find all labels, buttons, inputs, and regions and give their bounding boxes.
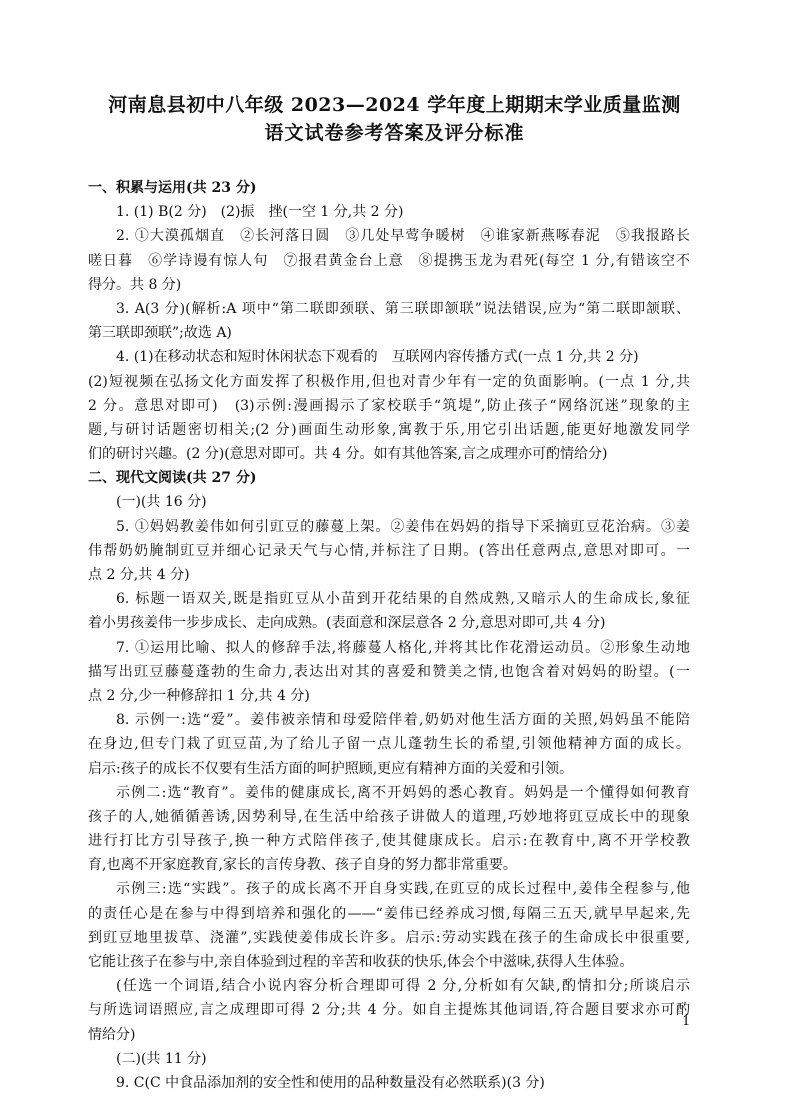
text-line: 的责任心是在参与中得到培养和强化的——“姜伟已经养成习惯,每隔三五天,就早早起来,先 <box>88 905 690 922</box>
text-line: 描写出豇豆藤蔓蓬勃的生命力,表达出对其的喜爱和赞美之情,也饱含着对妈妈的盼望。(一 <box>88 663 690 680</box>
text-line: 点 2 分,共 4 分) <box>88 567 190 583</box>
text-line: 4. (1)在移动状态和短时休闲状态下观看的 互联网内容传播方式(一点 1 分,共 2 分) <box>116 349 639 366</box>
document-subtitle: 语文试卷参考答案及评分标准 <box>264 122 525 144</box>
text-line: 3. A(3 分)(解析:A 项中“第二联即颈联、第三联即颔联”说法错误,应为“第二联即颔联、 <box>116 300 690 317</box>
text-line: 5. ①妈妈教姜伟如何引豇豆的藤蔓上架。②姜伟在妈妈的指导下采摘豇豆花治病。③姜 <box>116 518 690 535</box>
text-line: (二)(共 11 分) <box>116 1050 207 1067</box>
text-line: 与所选词语照应,言之成理即可得 2 分;共 4 分。如自主提炼其他词语,符合题目要求亦可酌 <box>88 1002 690 1019</box>
text-line: 6. 标题一语双关,既是指豇豆从小苗到开花结果的自然成熟,又暗示人的生命成长,象征 <box>116 591 690 608</box>
text-line: 到豇豆地里拔草、浇灌”,实践使姜伟成长许多。启示:劳动实践在孩子的生命成长中很重要, <box>88 929 690 946</box>
text-line: 7. ①运用比喻、拟人的修辞手法,将藤蔓人格化,并将其比作花滑运动员。②形象生动地 <box>116 639 690 656</box>
text-line: 进行打比方引导孩子,换一种方式陪伴孩子,使其健康成长。启示:在教育中,离不开学校教 <box>88 833 690 850</box>
text-line: 第三联即颈联”;故选 A) <box>88 325 232 342</box>
text-line: 伟帮奶奶腌制豇豆并细心记录天气与心情,并标注了日期。(答出任意两点,意思对即可。一 <box>88 542 690 559</box>
text-line: 点 2 分,少一种修辞扣 1 分,共 4 分) <box>88 687 310 704</box>
text-line: 2 分。意思对即可) (3)示例:漫画揭示了家校联手“筑堤”,防止孩子“网络沉迷”现象的主 <box>88 397 690 414</box>
text-line: (一)(共 16 分) <box>116 494 207 511</box>
text-line: 得分。共 8 分) <box>88 276 182 293</box>
text-line: 嗟日暮 ⑥学诗谩有惊人句 ⑦报君黄金台上意 ⑧提携玉龙为君死(每空 1 分,有错该空不 <box>88 252 690 269</box>
text-line: 们的研讨兴趣。(2 分)(意思对即可。共 4 分。如有其他答案,言之成理亦可酌情给分) <box>88 446 608 463</box>
text-line: 示例三:选“实践”。孩子的成长离不开自身实践,在豇豆的成长过程中,姜伟全程参与,他 <box>116 881 690 898</box>
page-number: 1 <box>682 1014 691 1029</box>
section-heading: 二、现代文阅读(共 27 分) <box>88 470 257 487</box>
text-line: 着小男孩姜伟一步步成长、走向成熟。(表面意和深层意各 2 分,意思对即可,共 4 分) <box>88 615 606 632</box>
text-line: 它能让孩子在参与中,亲自体验到过程的辛苦和收获的快乐,体会个中滋味,获得人生体验。 <box>88 954 634 970</box>
text-line: 1. (1) B(2 分) (2)振 挫(一空 1 分,共 2 分) <box>116 204 404 221</box>
text-line: 情给分) <box>88 1026 136 1043</box>
text-line: 题,与研讨话题密切相关;(2 分)画面生动形象,寓教于乐,用它引出话题,能更好地激发同学 <box>88 421 690 438</box>
section-heading: 一、积累与运用(共 23 分) <box>88 180 257 196</box>
text-line: 9. C(C 中食品添加剂的安全性和使用的品种数量没有必然联系)(3 分) <box>116 1074 545 1091</box>
text-line: 2. ①大漠孤烟直 ②长河落日圆 ③几处早莺争暖树 ④谁家新燕啄春泥 ⑤我报路长 <box>116 228 690 245</box>
text-line: 示例二:选“教育”。姜伟的健康成长,离不开妈妈的悉心教育。妈妈是一个懂得如何教育 <box>116 784 690 801</box>
text-line: (2)短视频在弘扬文化方面发挥了积极作用,但也对青少年有一定的负面影响。(一点 1 分,共 <box>88 373 690 390</box>
answer-content <box>88 176 690 1095</box>
text-line: 8. 示例一:选“爱”。姜伟被亲情和母爱陪伴着,奶奶对他生活方面的关照,妈妈虽不能陪 <box>116 712 690 729</box>
text-line: 育,也离不开家庭教育,家长的言传身教、孩子自身的努力都非常重要。 <box>88 857 517 874</box>
text-line: 孩子的人,她循循善诱,因势利导,在生活中给孩子讲做人的道理,巧妙地将豇豆成长中的现象 <box>88 808 690 825</box>
text-line: 在身边,但专门栽了豇豆苗,为了给儿子留一点儿蓬勃生长的希望,引领他精神方面的成长。 <box>88 736 690 753</box>
document-title: 河南息县初中八年级 2023—2024 学年度上期期末学业质量监测 <box>108 94 681 116</box>
text-line: (任选一个词语,结合小说内容分析合理即可得 2 分,分析如有欠缺,酌情扣分;所谈启示 <box>116 978 690 995</box>
text-line: 启示:孩子的成长不仅要有生活方面的呵护照顾,更应有精神方面的关爱和引领。 <box>88 760 574 777</box>
